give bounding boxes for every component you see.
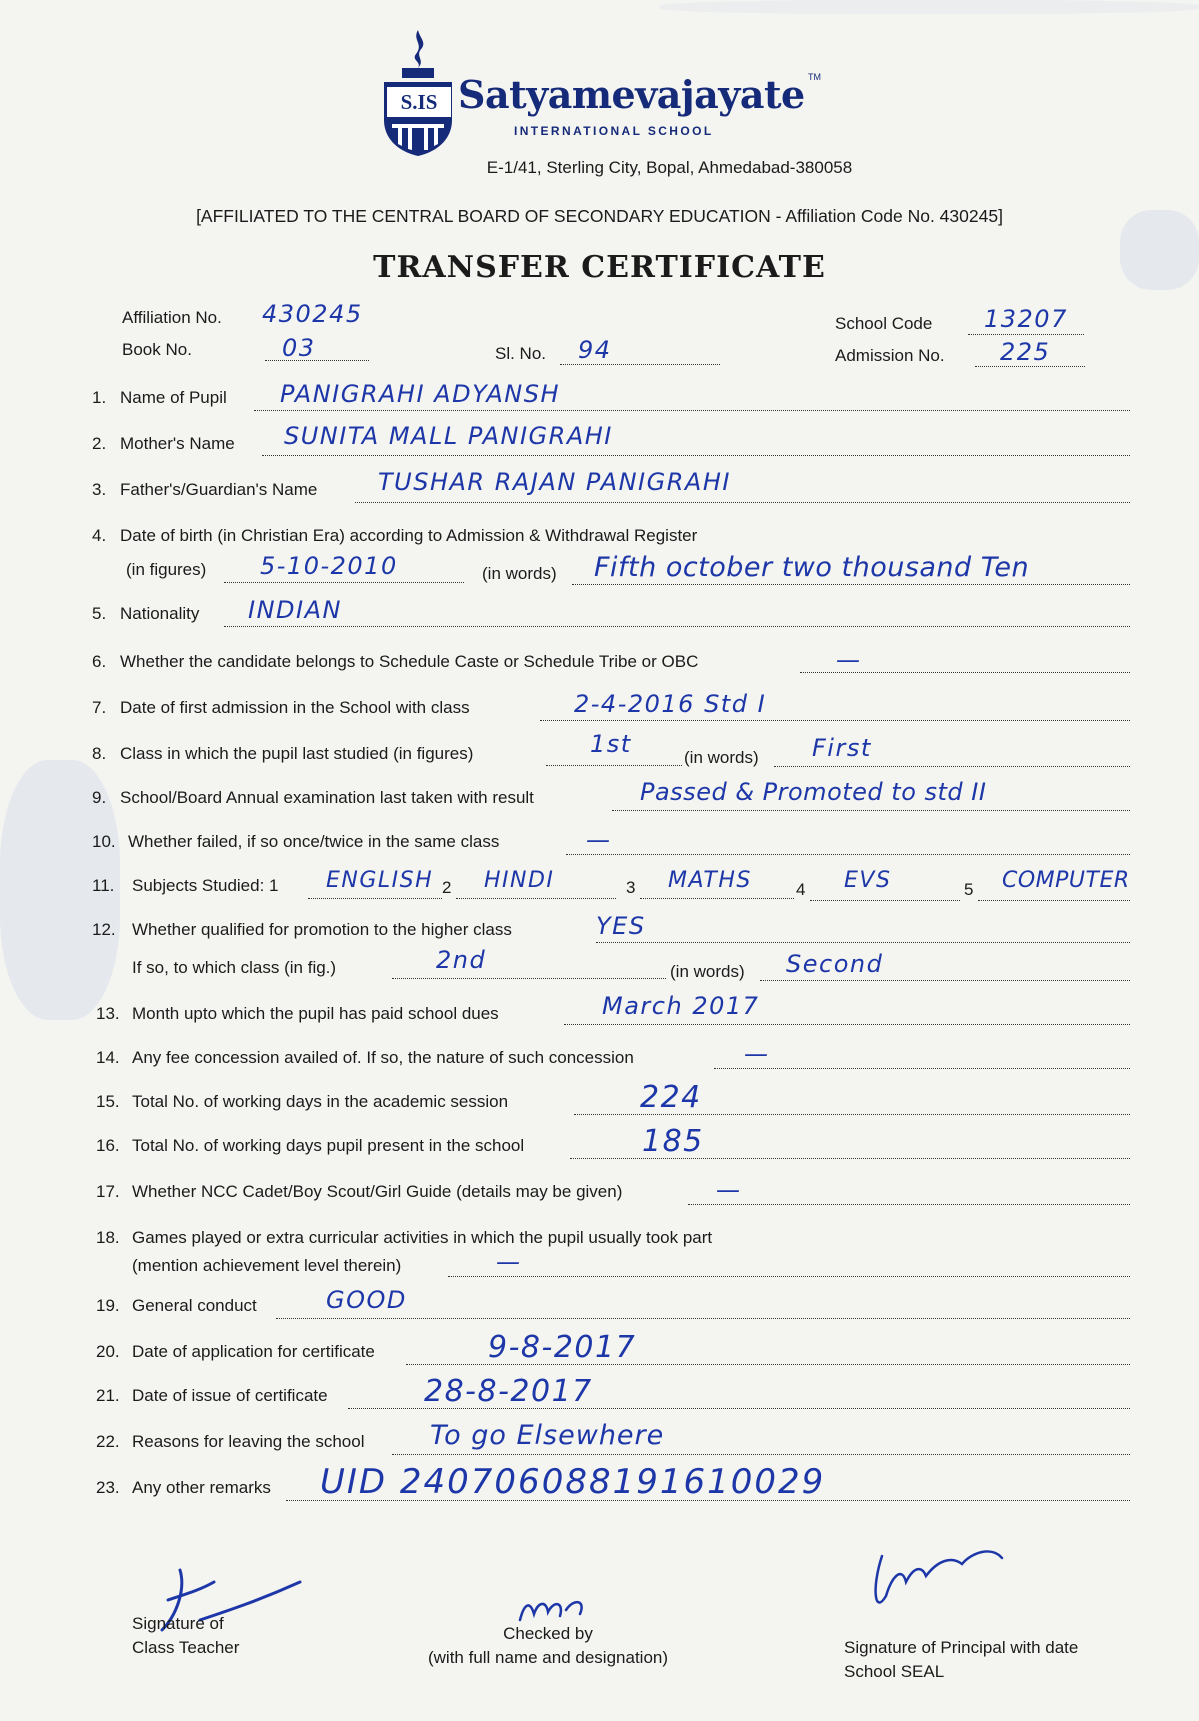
- dues-paid-value: March 2017: [602, 992, 760, 1020]
- promotion-class-fig-value: 2nd: [436, 946, 487, 974]
- field-16-label: 16. Total No. of working days pupil present in the school: [96, 1136, 525, 1155]
- sl-no-label: Sl. No.: [495, 344, 547, 363]
- field-8-label: 8. Class in which the pupil last studied (in figures): [92, 744, 474, 763]
- affiliation-line: [AFFILIATED TO THE CENTRAL BOARD OF SECONDARY EDUCATION - Affiliation Code No. 430245]: [196, 206, 1003, 226]
- caste-value: —: [836, 646, 862, 674]
- field-1-label: 1. Name of Pupil: [92, 388, 227, 407]
- subject-5-num: 5: [964, 880, 974, 899]
- nationality-value: INDIAN: [248, 596, 342, 624]
- affiliation-no-label: Affiliation No.: [122, 308, 222, 327]
- subject-3-value: MATHS: [668, 868, 752, 893]
- field-20-label: 20. Date of application for certificate: [96, 1342, 375, 1361]
- promotion-value: YES: [596, 912, 646, 940]
- admission-no-label: Admission No.: [835, 346, 945, 365]
- subject-2-num: 2: [442, 878, 452, 897]
- last-class-words-value: First: [812, 734, 872, 762]
- promotion-class-words-value: Second: [786, 950, 884, 978]
- dob-figures-value: 5-10-2010: [260, 552, 398, 580]
- fee-concession-value: —: [744, 1040, 770, 1068]
- field-3-label: 3. Father's/Guardian's Name: [92, 480, 318, 499]
- dob-words-label: (in words): [482, 564, 557, 583]
- activities-value: —: [496, 1248, 522, 1276]
- subject-3-num: 3: [626, 878, 636, 897]
- ink-smudge: [660, 0, 1199, 14]
- subject-4-value: EVS: [844, 868, 892, 893]
- logo-badge: S.IS: [386, 86, 452, 118]
- field-10-label: 10. Whether failed, if so once/twice in the same class: [92, 832, 500, 851]
- application-date-value: 9-8-2017: [488, 1330, 637, 1365]
- first-admission-value: 2-4-2016 Std I: [574, 690, 767, 718]
- school-code-label: School Code: [835, 314, 933, 333]
- school-code-value: 13207: [984, 305, 1068, 333]
- school-subtitle: INTERNATIONAL SCHOOL: [514, 124, 714, 138]
- principal-signature: [862, 1536, 1012, 1632]
- mother-name-value: SUNITA MALL PANIGRAHI: [284, 422, 613, 450]
- days-present-value: 185: [642, 1124, 704, 1159]
- field-13-label: 13. Month upto which the pupil has paid school dues: [96, 1004, 499, 1023]
- field-12-label: 12. Whether qualified for promotion to the higher class: [92, 920, 512, 939]
- field-17-label: 17. Whether NCC Cadet/Boy Scout/Girl Guide (details may be given): [96, 1182, 623, 1201]
- failed-value: —: [586, 826, 612, 854]
- field-14-label: 14. Any fee concession availed of. If so, the nature of such concession: [96, 1048, 634, 1067]
- subject-5-value: COMPUTER: [1002, 868, 1130, 893]
- field-18-label-2: (mention achievement level therein): [132, 1256, 402, 1275]
- exam-result-value: Passed & Promoted to std II: [640, 778, 987, 806]
- class-teacher-label: Signature of Class Teacher: [132, 1614, 240, 1657]
- field-5-label: 5. Nationality: [92, 604, 200, 623]
- leaving-reason-value: To go Elsewhere: [430, 1420, 665, 1451]
- school-name: Satyamevajayate: [458, 72, 805, 117]
- subject-2-value: HINDI: [484, 868, 555, 893]
- promotion-class-label: If so, to which class (in fig.): [132, 958, 337, 977]
- trademark-mark: TM: [808, 72, 821, 82]
- field-22-label: 22. Reasons for leaving the school: [96, 1432, 365, 1451]
- field-23-label: 23. Any other remarks: [96, 1478, 271, 1497]
- field-18-label: 18. Games played or extra curricular activities in which the pupil usually took part: [96, 1228, 713, 1247]
- sl-no-value: 94: [578, 336, 612, 364]
- field-15-label: 15. Total No. of working days in the academic session: [96, 1092, 509, 1111]
- conduct-value: GOOD: [326, 1286, 407, 1314]
- admission-no-value: 225: [1000, 338, 1051, 366]
- field-7-label: 7. Date of first admission in the School with class: [92, 698, 470, 717]
- checked-by-label: Checked by (with full name and designation): [427, 1624, 669, 1667]
- father-name-value: TUSHAR RAJAN PANIGRAHI: [378, 468, 731, 496]
- dob-figures-label: (in figures): [126, 560, 207, 579]
- school-logo: [378, 28, 838, 148]
- book-no-label: Book No.: [122, 340, 192, 359]
- remarks-value: UID 240706088191610029: [320, 1462, 826, 1502]
- field-6-label: 6. Whether the candidate belongs to Schedule Caste or Schedule Tribe or OBC: [92, 652, 699, 671]
- pupil-name-value: PANIGRAHI ADYANSH: [280, 380, 561, 408]
- certificate-title: TRANSFER CERTIFICATE: [373, 250, 826, 285]
- dob-words-value: Fifth october two thousand Ten: [594, 552, 1030, 583]
- book-no-value: 03: [282, 334, 316, 362]
- field-19-label: 19. General conduct: [96, 1296, 257, 1315]
- field-2-label: 2. Mother's Name: [92, 434, 235, 453]
- field-9-label: 9. School/Board Annual examination last taken with result: [92, 788, 534, 807]
- subject-1-value: ENGLISH: [326, 868, 434, 893]
- last-class-words-label: (in words): [684, 748, 759, 767]
- ncc-value: —: [716, 1176, 742, 1204]
- issue-date-value: 28-8-2017: [424, 1374, 593, 1409]
- promotion-class-words-label: (in words): [670, 962, 745, 981]
- school-address: E-1/41, Sterling City, Bopal, Ahmedabad-380058: [486, 158, 853, 177]
- working-days-value: 224: [640, 1080, 702, 1115]
- field-11-label: 11. Subjects Studied: 1: [92, 876, 279, 895]
- affiliation-no-value: 430245: [262, 300, 363, 328]
- field-21-label: 21. Date of issue of certificate: [96, 1386, 328, 1405]
- last-class-figures-value: 1st: [590, 730, 632, 758]
- field-4-label: 4. Date of birth (in Christian Era) according to Admission & Withdrawal Register: [92, 526, 698, 545]
- subject-4-num: 4: [796, 880, 806, 899]
- principal-label: Signature of Principal with date School SEAL: [844, 1638, 1079, 1681]
